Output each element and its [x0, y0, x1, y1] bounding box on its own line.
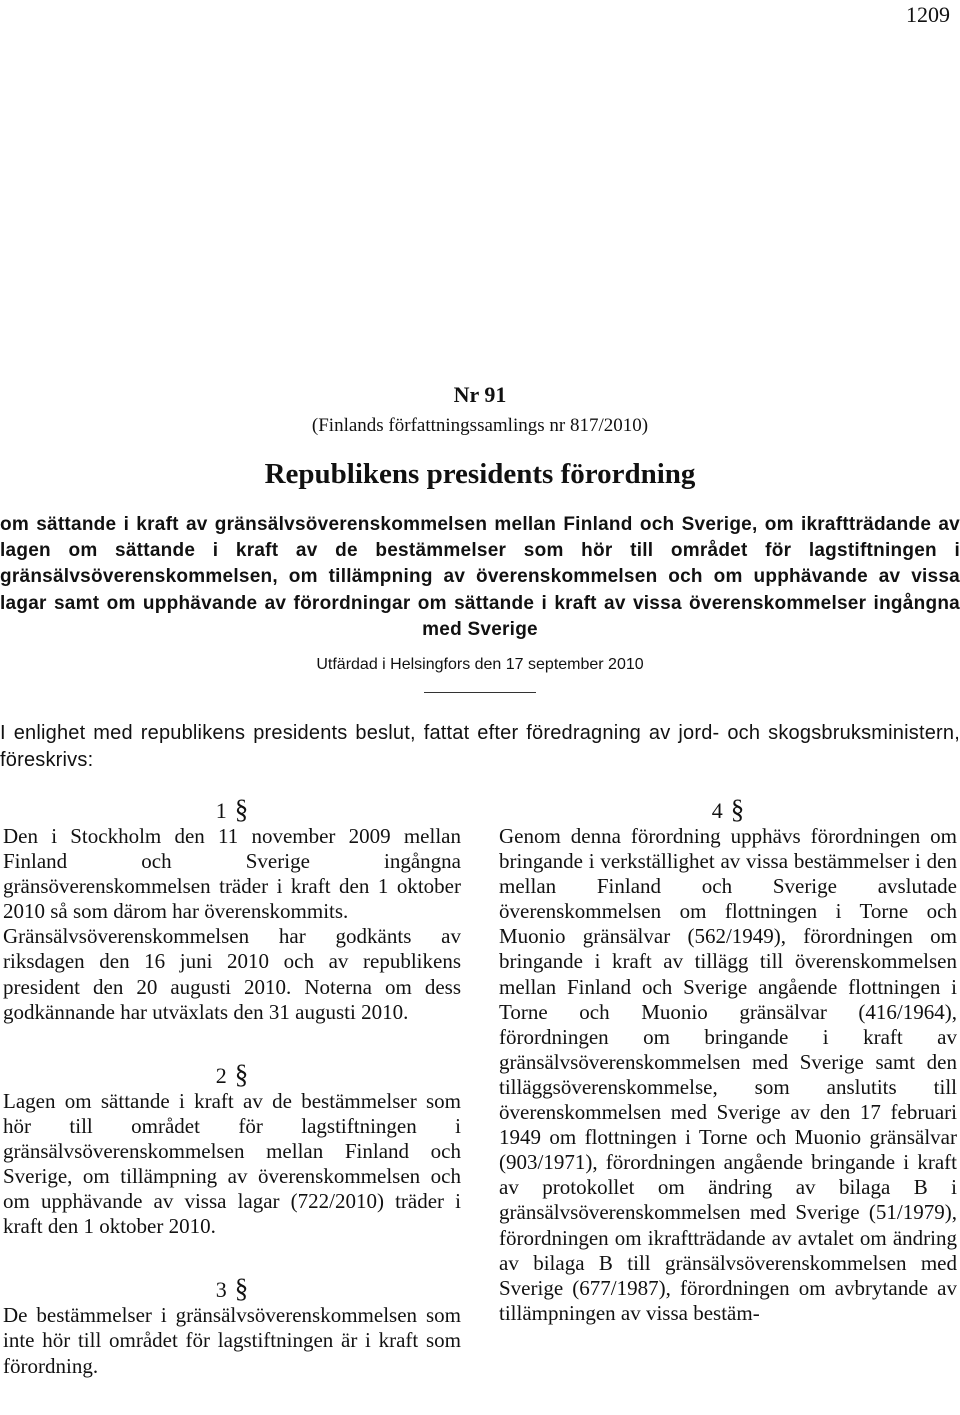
- preamble: I enlighet med republikens presidents beslut, fattat efter föredragning av jord- och skogsbruksministern, föreskrivs:: [0, 722, 960, 771]
- section-heading: [499, 796, 957, 824]
- right-column: [499, 796, 957, 1362]
- section-3: [3, 1275, 461, 1378]
- section-heading: [3, 1058, 461, 1089]
- page-number: 1209: [906, 2, 950, 27]
- section-paragraph: Lagen om sättande i kraft av de bestämmelser som hör till området för lagstiftningen i gränsälvsöverenskommelsen mellan Finland och Sverige, om tillämpning av överenskommelsen och om upphävande av vissa lagar (722/2010) träder i kraft den 1 oktober 2010.: [3, 1088, 461, 1239]
- section-number: 2: [215, 1062, 227, 1088]
- section-symbol: §: [730, 794, 745, 824]
- left-column: [3, 796, 461, 1415]
- document-subtitle: om sättande i kraft av gränsälvsöverenskommelsen mellan Finland och Sverige, om ikraftträdande av lagen om sättande i kraft av de bestämmelser som hör till området för lagstiftningen i gränsälvsöverenskommelsen, om tillämpning av överenskommelsen och om upphävande av vissa lagar samt om upphävande av förordningar om sättande i kraft av vissa överenskommelser ingångna med Sverige: [0, 514, 960, 640]
- section-paragraph: De bestämmelser i gränsälvsöverenskommelsen som inte hör till området för lagstiftningen är i kraft som förordning.: [3, 1303, 461, 1378]
- section-heading: [3, 1275, 461, 1303]
- document-title: Republikens presidents förordning: [264, 458, 696, 490]
- section-2: [3, 1058, 461, 1240]
- section-paragraph: Den i Stockholm den 11 november 2009 mellan Finland och Sverige ingångna gränsöverenskommelsen träder i kraft den 1 oktober 2010 så som därom har överenskommits.: [3, 824, 461, 924]
- collection-reference: (Finlands författningssamlings nr 817/2010): [311, 415, 649, 436]
- section-number: 4: [711, 798, 723, 823]
- section-symbol: §: [234, 1273, 249, 1304]
- section-heading: [3, 796, 461, 824]
- section-number: 3: [215, 1277, 227, 1303]
- section-symbol: §: [234, 794, 249, 824]
- section-number: 1: [215, 798, 227, 823]
- section-1: [3, 796, 461, 1025]
- section-paragraph: Gränsälvsöverenskommelsen har godkänts av riksdagen den 16 juni 2010 och av republikens president den 20 augusti 2010. Noterna om dess godkännande har utväxlats den 31 augusti 2010.: [3, 924, 461, 1024]
- separator-rule: [424, 692, 536, 693]
- section-symbol: §: [234, 1058, 249, 1089]
- document-number: Nr 91: [453, 382, 507, 407]
- issued-line: Utfärdad i Helsingfors den 17 september 2010: [316, 656, 644, 673]
- section-4: [499, 796, 957, 1326]
- section-paragraph: Genom denna förordning upphävs förordningen om bringande i verkställighet av vissa bestämmelser i den mellan Finland och Sverige avslutade överenskommelsen om flottningen i Torne och Muonio gränsälvar (562/1949), förordningen om bringande i kraft av tillägg till överenskommelsen mellan Finland och Sverige angående flottningen i Torne och Muonio gränsälvar (416/1964), förordningen om bringande i kraft av gränsälvsöverenskommelsen med Sverige samt den tilläggsöverenskommelse, som anslutits till överenskommelsen med Sverige av den 17 februari 1949 om flottningen i Torne och Muonio gränsälvar (903/1971), förordningen angående bringande i kraft av protokollet om ändring av bilaga B i gränsälvsöverenskommelsen med Sverige (51/1979), förordningen om ikraftträdande av avtalet om ändring av bilaga B till gränsälvsöverenskommelsen med Sverige (677/1987), förordningen om avbrytande av tillämpningen av vissa bestäm-: [499, 824, 957, 1325]
